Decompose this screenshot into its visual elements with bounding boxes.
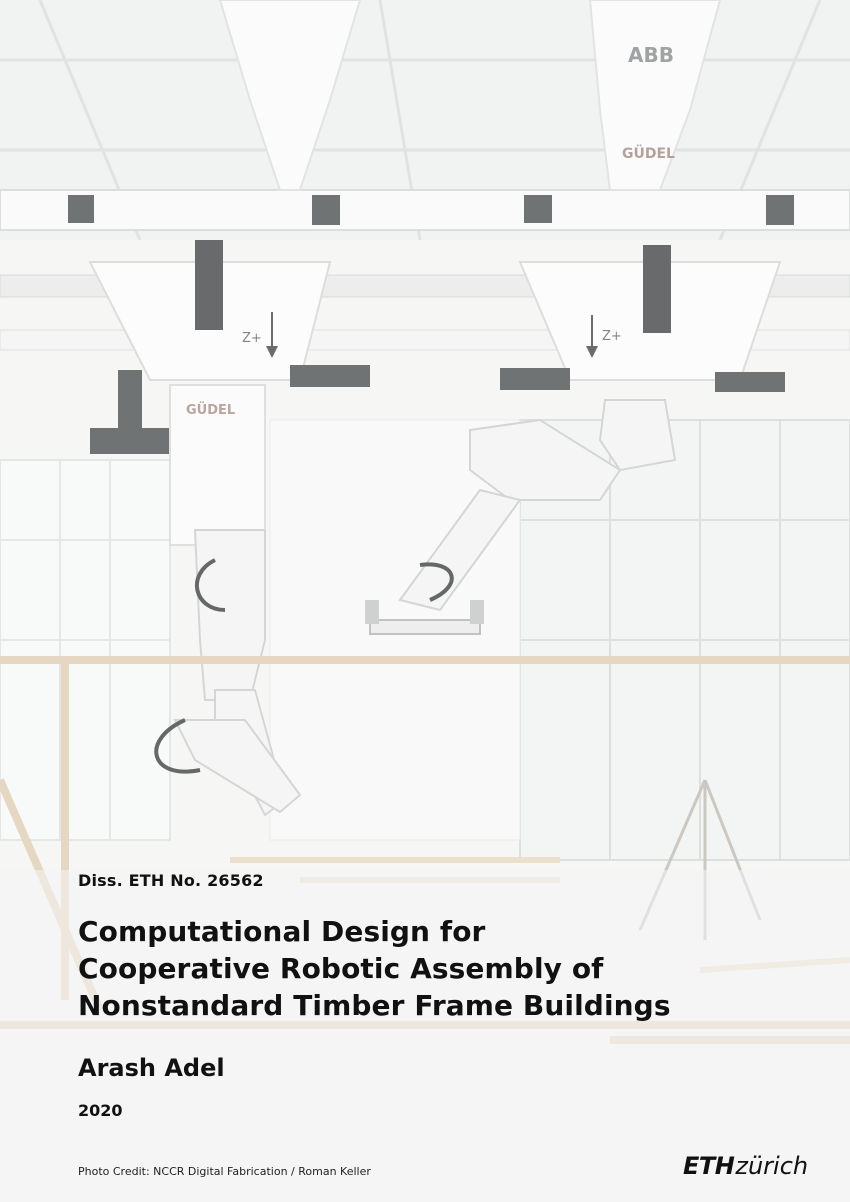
thesis-title-line: Computational Design for — [78, 915, 486, 948]
abb-brand-label: ABB — [628, 43, 674, 67]
thesis-title — [78, 913, 778, 1024]
eth-logo-zurich: zürich — [735, 1152, 809, 1180]
author-name: Arash Adel — [78, 1054, 225, 1082]
axis-label-left: Z+ — [242, 331, 262, 346]
gudel-brand-label-left: GÜDEL — [186, 403, 236, 418]
eth-zurich-logo — [683, 1152, 808, 1180]
photo-credit: Photo Credit: NCCR Digital Fabrication / Roman Keller — [78, 1165, 371, 1178]
dissertation-number: Diss. ETH No. 26562 — [78, 871, 264, 890]
axis-label-right: Z+ — [602, 329, 622, 344]
thesis-title-line: Nonstandard Timber Frame Buildings — [78, 989, 671, 1022]
thesis-title-line: Cooperative Robotic Assembly of — [78, 952, 604, 985]
publication-year: 2020 — [78, 1101, 123, 1120]
gudel-brand-label-top: GÜDEL — [622, 146, 675, 162]
eth-logo-eth: ETH — [683, 1152, 735, 1180]
